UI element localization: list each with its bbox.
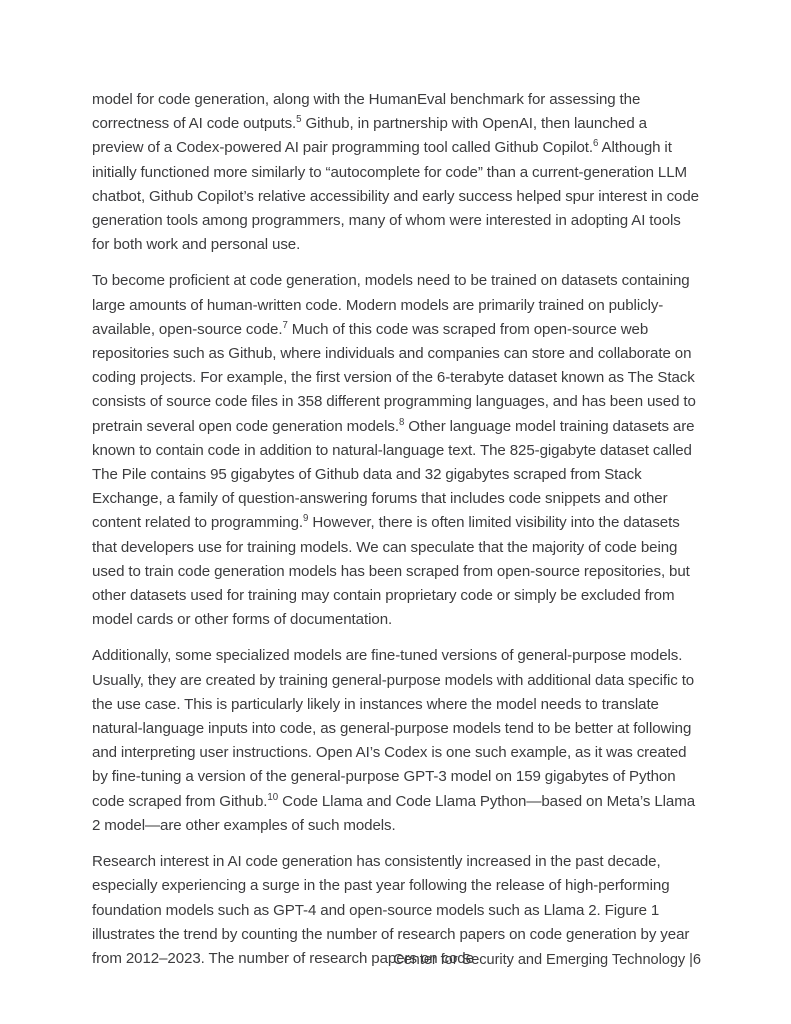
footnote-marker: 10 [267, 791, 279, 803]
body-paragraph: model for code generation, along with the HumanEval benchmark for assessing the correctness of AI code outputs.$^5$ Github, in partnership with OpenAI, then launched a preview of a Codex-powered AI pair programming tool called Github Copilot.$^6$ Although it initially functioned more similarly to “autocomplete for code” than a current-generation LLM chatbot, Github Copilot’s relative accessibility and early success helped spur interest in code generation tools among programmers, many of whom were interested in adopting AI tools for both work and personal use. [92, 91, 699, 254]
body-paragraph: Research interest in AI code generation has consistently increased in the past decade, especially experiencing a surge in the past year following the release of high-performing foundation models such as GPT-4 and open-source models such as Llama 2. Figure 1 illustrates the trend by counting the number of research papers on code generation by year from 2012–2023. The number of research papers on code [92, 853, 690, 967]
footnote-marker: 6 [593, 138, 599, 150]
body-paragraph: To become proficient at code generation, models need to be trained on datasets containing large amounts of human-written code. Modern models are primarily trained on publicly-available, open-source code.$^7$ Much of this code was scraped from open-source web repositories such as Github, where individuals and companies can store and collaborate on coding projects. For example, the first version of the 6-terabyte dataset known as The Stack consists of source code files in 358 different programming languages, and has been used to pretrain several open code generation models.$^8$ Other language model training datasets are known to contain code in addition to natural-language text. The 825-gigabyte dataset called The Pile contains 95 gigabytes of Github data and 32 gigabytes scraped from Stack Exchange, a family of question-answering forums that includes code snippets and other content related to programming.$^9$ However, there is often limited visibility into the datasets that developers use for training models. We can speculate that the majority of code being used to train code generation models has been scraped from open-source repositories, but other datasets used for training may contain proprietary code or simply be excluded from model cards or other forms of documentation. [92, 272, 696, 629]
footnote-marker: 8 [398, 416, 405, 428]
page-footer [92, 950, 701, 970]
footer-label: Center for Security and Emerging Technology |6 [393, 952, 701, 968]
page-body-text [92, 88, 701, 971]
body-paragraph: Additionally, some specialized models are fine-tuned versions of general-purpose models. Usually, they are created by training general-purpose models with additional data specific to the use case. This is particularly likely in instances where the model needs to translate natural-language inputs into code, as general-purpose models tend to be better at following and interpreting user instructions. Open AI’s Codex is one such example, as it was created by fine-tuning a version of the general-purpose GPT-3 model on 159 gigabytes of Python code scraped from Github.$^{10}$ Code Llama and Code Llama Python—based on Meta’s Llama 2 model—are other examples of such models. [92, 647, 696, 834]
footnote-marker: 5 [296, 114, 302, 126]
footnote-marker: 9 [303, 513, 309, 525]
footnote-marker: 7 [282, 319, 288, 331]
